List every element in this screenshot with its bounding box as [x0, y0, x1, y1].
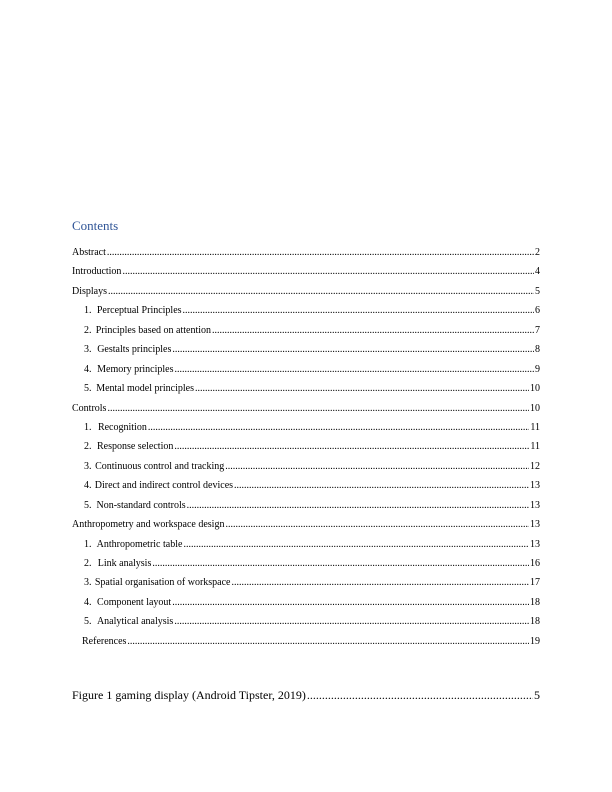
toc-entry-title: Principles based on attention [95, 324, 212, 336]
leader-dots [107, 243, 534, 262]
toc-entry-perceptual-principles[interactable] [72, 301, 540, 320]
toc-entry-title: Controls [72, 402, 107, 414]
toc-entry-page: 13 [530, 538, 540, 550]
toc-entry-component-layout[interactable] [72, 593, 540, 612]
leader-dots [108, 282, 534, 301]
toc-entry-gestalts-principles[interactable] [72, 340, 540, 359]
toc-entry-title: Memory principles [97, 363, 174, 375]
toc-entry-page: 19 [530, 635, 540, 647]
toc-entry-title: Displays [72, 285, 107, 297]
toc-entry-title: Recognition [97, 421, 147, 433]
toc-entry-controls[interactable] [72, 399, 540, 418]
leader-dots [183, 301, 534, 320]
toc-entry-recognition[interactable] [72, 418, 540, 437]
leader-dots [225, 515, 529, 534]
leader-dots [175, 360, 535, 379]
leader-dots [172, 593, 529, 612]
toc-entry-page: 8 [535, 344, 540, 356]
toc-entry-title: Continuous control and tracking [95, 460, 225, 472]
toc-entry-number: 3. [84, 344, 92, 356]
toc-entry-continuous-control[interactable] [72, 457, 540, 476]
toc-entry-displays[interactable] [72, 282, 540, 301]
toc-entry-page: 7 [535, 324, 540, 336]
toc-entry-abstract[interactable] [72, 243, 540, 262]
toc-entry-page: 5 [535, 285, 540, 297]
leader-dots [122, 262, 534, 281]
toc-entry-page: 17 [530, 577, 540, 589]
toc-entry-number: 2. [84, 558, 92, 569]
toc-entry-number: 2. [84, 441, 92, 453]
toc-entry-introduction[interactable] [72, 262, 540, 281]
toc-heading: Contents [72, 218, 119, 233]
toc-entry-number: 3. [84, 460, 92, 472]
toc-entry-page: 18 [530, 616, 540, 628]
toc-entry-page: 13 [530, 480, 540, 492]
toc-entry-number: 4. [84, 596, 92, 608]
toc-entry-response-selection[interactable] [72, 437, 540, 456]
toc-entry-number: 5. [84, 616, 92, 628]
toc-entry-page: 18 [530, 596, 540, 608]
leader-dots [225, 457, 529, 476]
toc-entry-title: Introduction [72, 266, 122, 278]
toc-entry-page: 10 [530, 383, 540, 395]
leader-dots [183, 535, 529, 554]
table-of-figures-entry[interactable] [72, 688, 540, 703]
toc-entry-title: Perceptual Principles [96, 305, 182, 317]
toc-entry-title: Non-standard controls [96, 499, 186, 511]
toc-entry-control-devices[interactable] [72, 476, 540, 495]
leader-dots [127, 632, 529, 651]
toc-entry-memory-principles[interactable] [72, 360, 540, 379]
toc-entry-number: 2. [84, 324, 92, 336]
toc-entry-title: Link analysis [97, 558, 152, 569]
leader-dots [107, 399, 529, 418]
leader-dots [174, 437, 529, 456]
leader-dots [148, 418, 530, 437]
toc-entry-title: Analytical analysis [96, 616, 174, 628]
toc-entry-attention-principles[interactable] [72, 321, 540, 340]
toc-entry-references[interactable] [72, 632, 540, 651]
toc-entry-number: 3. [84, 577, 92, 589]
leader-dots [174, 612, 529, 631]
toc-entry-anthropometric-table[interactable] [72, 535, 540, 554]
toc-entry-page: 11 [530, 441, 540, 453]
toc-entry-spatial-organisation[interactable] [72, 573, 540, 592]
toc-entry-title: Response selection [96, 441, 174, 453]
toc-entry-page: 2 [535, 247, 540, 258]
toc-entry-page: 13 [530, 519, 540, 531]
toc-entry-title: Mental model principles [96, 383, 194, 395]
toc-entry-page: 6 [535, 305, 540, 317]
leader-dots [234, 476, 529, 495]
toc-entry-number: 5. [84, 499, 92, 511]
leader-dots [187, 496, 529, 515]
table-of-contents [72, 243, 540, 651]
toc-entry-page: 4 [535, 266, 540, 278]
toc-entry-title: Gestalts principles [97, 344, 172, 356]
toc-entry-title: Anthropometry and workspace design [72, 519, 225, 531]
leader-dots [172, 340, 534, 359]
toc-entry-title: References [82, 635, 127, 647]
leader-dots [152, 554, 529, 573]
toc-entry-page: 11 [530, 421, 540, 433]
toc-entry-title: Anthropometric table [96, 538, 183, 550]
toc-entry-number: 5. [84, 383, 92, 395]
toc-entry-page: 16 [530, 558, 540, 569]
leader-dots [195, 379, 529, 398]
toc-entry-anthropometry[interactable] [72, 515, 540, 534]
figure-entry-page: 5 [534, 688, 540, 702]
toc-entry-title: Direct and indirect control devices [94, 480, 234, 492]
figure-entry-title: Figure 1 gaming display (Android Tipster, 2019) [72, 688, 306, 702]
leader-dots [231, 573, 529, 592]
toc-entry-title: Abstract [72, 247, 106, 258]
toc-entry-number: 4. [84, 363, 92, 375]
toc-entry-analytical-analysis[interactable] [72, 612, 540, 631]
toc-entry-number: 4. [84, 480, 92, 492]
toc-entry-number: 1. [84, 538, 92, 550]
leader-dots [212, 321, 534, 340]
toc-entry-number: 1. [84, 421, 92, 433]
toc-entry-title: Spatial organisation of workspace [94, 577, 231, 589]
toc-entry-mental-model-principles[interactable] [72, 379, 540, 398]
toc-entry-title: Component layout [97, 596, 172, 608]
toc-entry-page: 12 [530, 460, 540, 472]
toc-entry-number: 1. [84, 305, 92, 317]
toc-entry-page: 13 [530, 499, 540, 511]
toc-entry-page: 10 [530, 402, 540, 414]
toc-entry-page: 9 [535, 363, 540, 375]
toc-entry-link-analysis[interactable] [72, 554, 540, 573]
toc-entry-non-standard-controls[interactable] [72, 496, 540, 515]
leader-dots [307, 688, 533, 703]
